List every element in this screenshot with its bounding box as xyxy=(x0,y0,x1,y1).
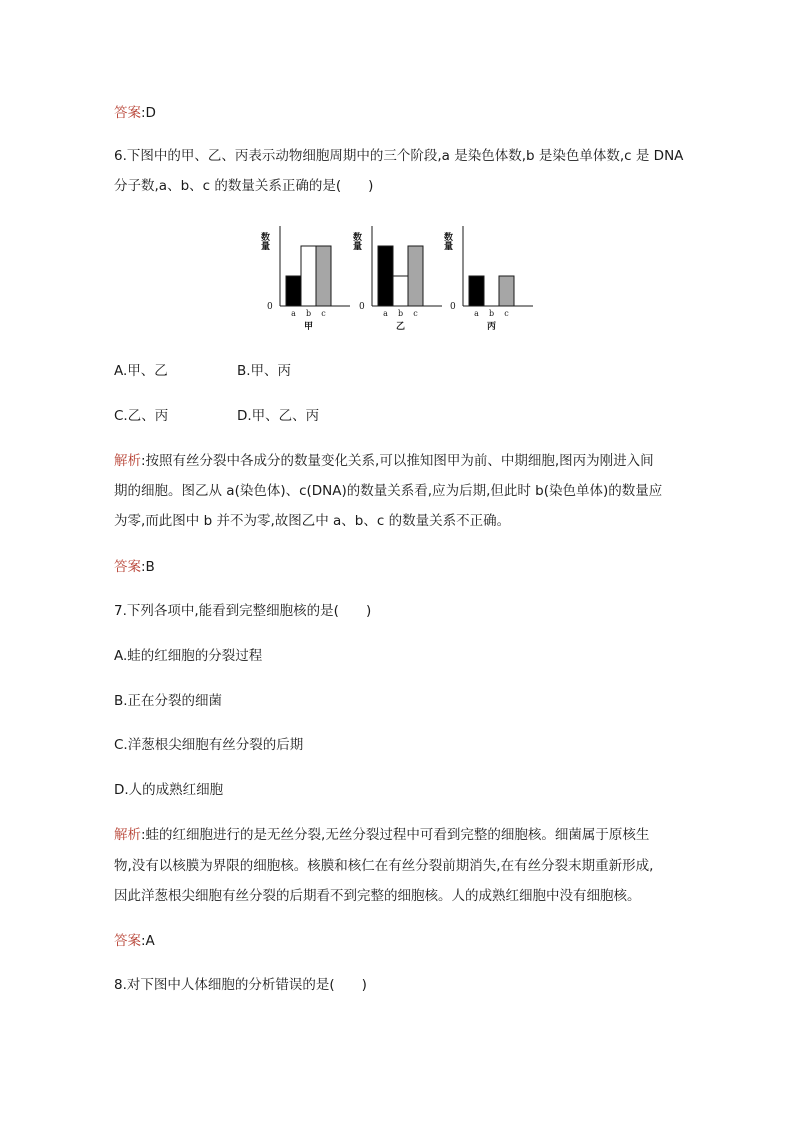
q6-options-row1 xyxy=(114,361,291,381)
q7-analysis-line3: 因此洋葱根尖细胞有丝分裂的后期看不到完整的细胞核。人的成熟红细胞中没有细胞核。 xyxy=(114,888,641,904)
option-a[interactable]: A.甲、乙 xyxy=(114,363,168,379)
q6-stem-line1: 6.下图中的甲、乙、丙表示动物细胞周期中的三个阶段,a 是染色体数,b 是染色单体数,c 是 DNA xyxy=(114,148,684,164)
answer-value: :D xyxy=(141,105,156,121)
answer-value: :A xyxy=(141,933,155,949)
answer-label: 答案 xyxy=(114,105,141,121)
q8-stem: 8.对下图中人体细胞的分析错误的是( ) xyxy=(114,977,367,993)
q6-options-row2 xyxy=(114,406,319,426)
q7-analysis-line1 xyxy=(114,825,649,845)
x-tick-label-甲-a: a xyxy=(291,309,296,318)
x-tick-label-丙-b: b xyxy=(488,309,495,318)
y-axis-label-丙: 数量 xyxy=(442,232,452,250)
analysis-text: :蛙的红细胞进行的是无丝分裂,无丝分裂过程中可看到完整的细胞核。细菌属于原核生 xyxy=(141,827,650,843)
q7-option-d[interactable]: D.人的成熟红细胞 xyxy=(114,782,224,798)
bar-甲-b xyxy=(301,246,316,306)
panel-name-丙: 丙 xyxy=(486,322,497,332)
q6-analysis-line1 xyxy=(114,451,654,471)
bar-丙-c xyxy=(499,276,514,306)
answer-label: 答案 xyxy=(114,933,141,949)
x-tick-label-甲-c: c xyxy=(321,309,326,318)
option-d[interactable]: D.甲、乙、丙 xyxy=(237,408,320,424)
analysis-text: :按照有丝分裂中各成分的数量变化关系,可以推知图甲为前、中期细胞,图丙为刚进入间 xyxy=(141,453,654,469)
q7-stem: 7.下列各项中,能看到完整细胞核的是( ) xyxy=(114,603,372,619)
x-tick-label-丙-c: c xyxy=(504,309,509,318)
x-tick-label-乙-b: b xyxy=(397,309,404,318)
q7-option-c[interactable]: C.洋葱根尖细胞有丝分裂的后期 xyxy=(114,737,304,753)
q6-analysis-line2: 期的细胞。图乙从 a(染色体)、c(DNA)的数量关系看,应为后期,但此时 b(染色单体)的数量应 xyxy=(114,483,663,499)
bar-丙-a xyxy=(469,276,484,306)
bar-chart-svg xyxy=(255,218,545,338)
analysis-label: 解析 xyxy=(114,827,141,843)
q5-answer xyxy=(114,103,156,123)
option-b[interactable]: B.甲、丙 xyxy=(237,363,292,379)
analysis-label: 解析 xyxy=(114,453,141,469)
cell-cycle-chart-figure xyxy=(255,218,545,338)
panel-name-乙: 乙 xyxy=(395,322,406,332)
q6-answer xyxy=(114,557,155,577)
bar-乙-b xyxy=(393,276,408,306)
q7-option-a[interactable]: A.蛙的红细胞的分裂过程 xyxy=(114,648,263,664)
q6-analysis-line3: 为零,而此图中 b 并不为零,故图乙中 a、b、c 的数量关系不正确。 xyxy=(114,513,511,529)
y-zero-tick-丙: 0 xyxy=(450,302,456,312)
x-tick-label-乙-a: a xyxy=(383,309,388,318)
answer-value: :B xyxy=(141,559,155,575)
q7-answer xyxy=(114,931,155,951)
bar-乙-a xyxy=(378,246,393,306)
answer-label: 答案 xyxy=(114,559,141,575)
option-c[interactable]: C.乙、丙 xyxy=(114,408,169,424)
q7-analysis-line2: 物,没有以核膜为界限的细胞核。核膜和核仁在有丝分裂前期消失,在有丝分裂末期重新形成, xyxy=(114,858,654,874)
bar-甲-a xyxy=(286,276,301,306)
y-zero-tick-甲: 0 xyxy=(267,302,273,312)
q7-option-b[interactable]: B.正在分裂的细菌 xyxy=(114,693,223,709)
y-axis-label-甲: 数量 xyxy=(259,232,269,250)
bar-甲-c xyxy=(316,246,331,306)
bar-乙-c xyxy=(408,246,423,306)
x-tick-label-乙-c: c xyxy=(413,309,418,318)
y-axis-label-乙: 数量 xyxy=(351,232,361,250)
x-tick-label-丙-a: a xyxy=(474,309,479,318)
x-tick-label-甲-b: b xyxy=(305,309,312,318)
y-zero-tick-乙: 0 xyxy=(359,302,365,312)
q6-stem-line2: 分子数,a、b、c 的数量关系正确的是( ) xyxy=(114,178,374,194)
panel-name-甲: 甲 xyxy=(303,322,314,332)
